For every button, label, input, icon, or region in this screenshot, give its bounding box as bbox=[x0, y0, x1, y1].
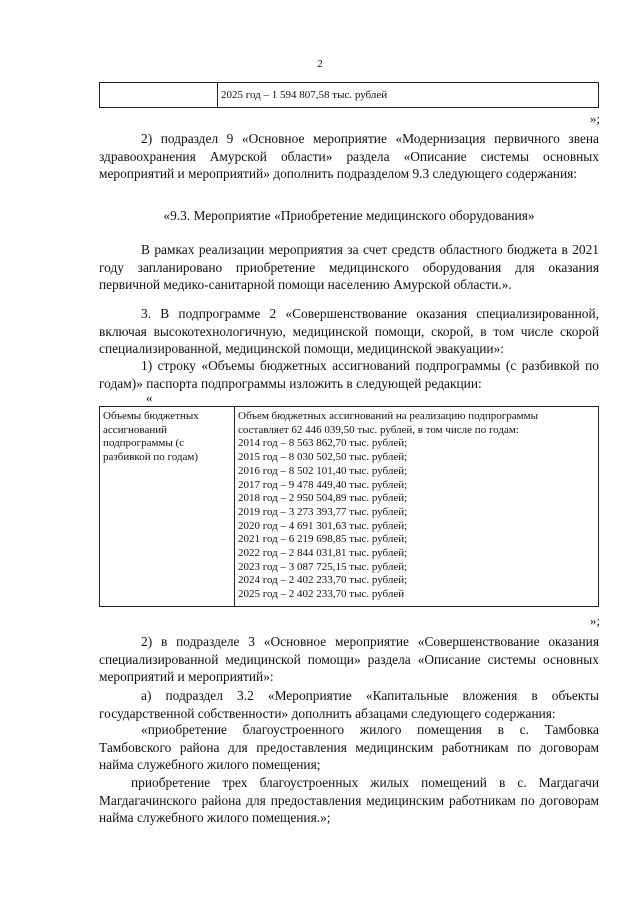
paragraph-magdagachi: приобретение трех благоустроенных жилых помещений в с. Магдагачи Магдагачинского района для предоставления медицинским работникам по договорам найма служебного жилого помещения.»; bbox=[99, 775, 599, 825]
budget-year-line: 2021 год – 6 219 698,85 тыс. рублей; bbox=[238, 533, 408, 546]
paragraph-subprogram-2: 3. В подпрограмме 2 «Совершенствование оказания специализированной, включая высокотехнологичную, медицинской помощи, скорой, в том числе скорой специализированной, медицинской помощи, медицинской эвакуации»: bbox=[99, 306, 599, 356]
paragraph-equipment-purchase: В рамках реализации мероприятия за счет средств областного бюджета в 2021 году запланировано приобретение медицинского оборудования для оказания первичной медико-санитарной помощи населению Амурской области.». bbox=[99, 242, 599, 292]
budget-label-line: подпрограммы (с bbox=[103, 437, 185, 450]
closing-quote-2: »; bbox=[589, 613, 600, 628]
budget-year-line: 2017 год – 9 478 449,40 тыс. рублей; bbox=[238, 478, 408, 491]
budget-year-line: 2015 год – 8 030 502,50 тыс. рублей; bbox=[238, 451, 408, 464]
continued-table-right-cell: 2025 год – 1 594 807,58 тыс. рублей bbox=[218, 83, 599, 108]
continued-table-left-cell bbox=[100, 83, 218, 108]
budget-intro-line: Объем бюджетных ассигнований на реализацию подпрограммы bbox=[238, 410, 538, 422]
continued-budget-table bbox=[99, 82, 599, 108]
paragraph-subsection-3-2: а) подраздел 3.2 «Мероприятие «Капитальные вложения в объекты государственной собственности» дополнить абзацами следующего содержания: bbox=[99, 688, 599, 721]
budget-year-line: 2016 год – 8 502 101,40 тыс. рублей; bbox=[238, 464, 408, 477]
budget-year-line: 2024 год – 2 402 233,70 тыс. рублей; bbox=[238, 574, 408, 587]
paragraph-subsection-9: 2) подраздел 9 «Основное мероприятие «Модернизация первичного звена здравоохранения Амурской области» раздела «Описание системы основных мероприятий и мероприятий» дополнить подразделом 9.3 следующего содержания: bbox=[99, 131, 599, 181]
budget-table-values-cell bbox=[235, 407, 599, 607]
budget-year-line: 2018 год – 2 950 504,89 тыс. рублей; bbox=[238, 492, 408, 505]
budget-year-line: 2019 год – 3 273 393,77 тыс. рублей; bbox=[238, 505, 408, 518]
heading-9-3: «9.3. Мероприятие «Приобретение медицинского оборудования» bbox=[163, 208, 535, 223]
budget-year-line: 2025 год – 2 402 233,70 тыс. рублей bbox=[238, 588, 405, 601]
paragraph-tambovka: «приобретение благоустроенного жилого помещения в с. Тамбовка Тамбовского района для предоставления медицинским работникам по договорам найма служебного жилого помещения; bbox=[99, 722, 599, 772]
budget-table-label-cell bbox=[100, 407, 235, 607]
budget-label-line: ассигнований bbox=[103, 423, 168, 436]
opening-quote: « bbox=[146, 390, 153, 405]
budget-allocation-table bbox=[99, 406, 599, 607]
page-number: 2 bbox=[317, 58, 323, 70]
closing-quote-1: »; bbox=[589, 111, 600, 126]
budget-year-line: 2020 год – 4 691 301,63 тыс. рублей; bbox=[238, 519, 408, 532]
budget-year-line: 2023 год – 3 087 725,15 тыс. рублей; bbox=[238, 560, 408, 573]
budget-year-line: 2014 год – 8 563 862,70 тыс. рублей; bbox=[238, 437, 408, 450]
budget-label-line: разбивкой по годам) bbox=[103, 451, 198, 464]
paragraph-subsection-3: 2) в подразделе 3 «Основное мероприятие «Совершенствование оказания специализированной медицинской помощи» раздела «Описание системы основных мероприятий и мероприятий»: bbox=[99, 634, 599, 684]
paragraph-budget-row: 1) строку «Объемы бюджетных ассигнований подпрограммы (с разбивкой по годам)» паспорта подпрограммы изложить в следующей редакции: bbox=[99, 358, 599, 391]
budget-intro-line: составляет 62 446 039,50 тыс. рублей, в том числе по годам: bbox=[238, 423, 519, 436]
budget-year-line: 2022 год – 2 844 031,81 тыс. рублей; bbox=[238, 547, 408, 560]
budget-label-line: Объемы бюджетных bbox=[103, 410, 199, 422]
